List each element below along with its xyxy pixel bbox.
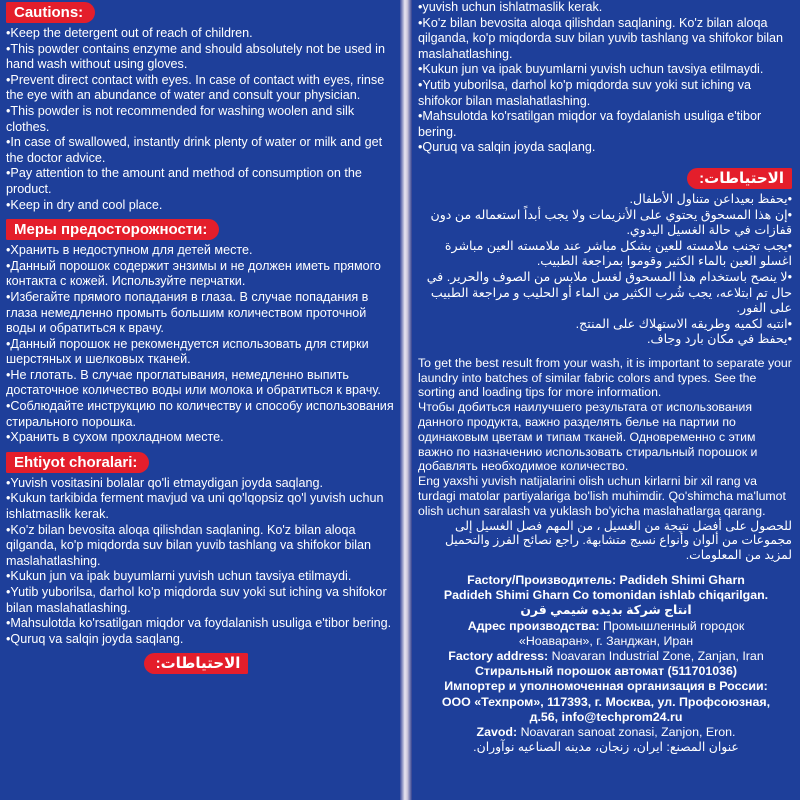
factory-line-1: Factory/Производитель: Padideh Shimi Gharn <box>467 573 745 588</box>
importer-address-1: ООО «Техпром», 117393, г. Москва, ул. Профсоюзная, <box>441 694 771 709</box>
list-fragment <box>418 0 794 16</box>
address-ru-row <box>420 619 792 634</box>
list-item: • Quruq va salqin joyda saqlang. <box>6 632 394 648</box>
usage-ru-text: Чтобы добиться наилучшего результата от использования данного продукта, важно разделять белье на партии по одинаковым цветам и типам тканей. Одновременно с этим важно по назначению использовать стиральный порошок и добавлять необходимое количество. <box>418 400 758 474</box>
cautions-ar-list <box>412 192 800 348</box>
list-item: • Данный порошок содержит энзимы и не должен иметь прямого контакта с кожей. Используйте перчатки. <box>6 259 394 290</box>
zavod-label: Zavod: <box>476 725 518 740</box>
importer-address-2: д.56, info@techprom24.ru <box>529 709 683 724</box>
list-item: • In case of swallowed, instantly drink plenty of water or milk and get the doctor advice. <box>6 135 394 166</box>
list-item: • Keep the detergent out of reach of children. <box>6 26 394 42</box>
factory-address-ar: عنوان المصنع: ایران، زنجان، مدینه الصناعیه نوآوران. <box>473 740 739 755</box>
list-item: • Prevent direct contact with eyes. In case of contact with eyes, rinse the eye with an abundance of water and consult your physician. <box>6 73 394 104</box>
cautions-en-list <box>0 26 400 213</box>
cautions-ar-heading: الاحتياطات: <box>687 168 792 189</box>
list-item: • Kukun jun va ipak buyumlarni yuvish uchun tavsiya etilmaydi. <box>6 569 394 585</box>
address-en-value: Noavaran Industrial Zone, Zanjan, Iran <box>551 649 764 664</box>
list-item: • لا ينصح باستخدام هذا المسحوق لغسل ملابس من الصوف والحرير. في حال تم ابتلاعه، يجب شُرب الكثير من الماء أو الحليب و مراجعة الطبيب على الفور. <box>418 270 792 317</box>
product-ru: Стиральный порошок автомат (511701036) <box>474 664 738 679</box>
factory-line-2: Padideh Shimi Gharn Co tomonidan ishlab chiqarilgan. <box>443 588 769 603</box>
list-item: • Yuvish vositasini bolalar qo'li etmaydigan joyda saqlang. <box>6 476 394 492</box>
usage-ar-text: للحصول على أفضل نتيجة من الغسيل ، من المهم فصل الغسيل إلى مجموعات من ألوان وأنواع نسيج متشابهة. راجع نصائح الفرز والتحميل لمزيد من المعلومات. <box>444 518 792 563</box>
zavod-value: Noavaran sanoat zonasi, Zanjon, Eron. <box>520 725 736 740</box>
cautions-en-section <box>0 0 400 213</box>
cautions-uz-continued-list <box>412 0 800 156</box>
cautions-ru-section <box>0 217 400 446</box>
list-item: • Yutib yuborilsa, darhol ko'p miqdorda suv yoki sut iching va shifokor bilan maslahatlashing. <box>418 78 794 109</box>
fragment-text: yuvish uchun ishlatmaslik kerak. <box>422 0 603 14</box>
list-item: • Ko'z bilan bevosita aloqa qilishdan saqlaning. Ko'z bilan aloqa qilganda, ko'p miqdorda suv bilan yuvib tashlang va shifokor bilan maslahatlashing. <box>418 16 794 63</box>
address-ru-value: Промышленный городок <box>602 618 745 633</box>
list-item: • Keep in dry and cool place. <box>6 198 394 214</box>
factory-info <box>412 573 800 755</box>
cautions-uz-section <box>0 450 400 648</box>
list-item: • Соблюдайте инструкцию по количеству и способу использования стирального порошка. <box>6 399 394 430</box>
cautions-ru-list <box>0 243 400 446</box>
zavod-row <box>420 725 792 740</box>
list-item: • This powder contains enzyme and should absolutely not be used in hand wash without using gloves. <box>6 42 394 73</box>
list-item: • يحفظ في مكان بارد وجاف. <box>418 332 792 348</box>
list-item: • Yutib yuborilsa, darhol ko'p miqdorda suv yoki sut iching va shifokor bilan maslahatlashing. <box>6 585 394 616</box>
list-item: • Mahsulotda ko'rsatilgan miqdor va foydalanish usuliga e'tibor bering. <box>6 616 394 632</box>
list-item: • انتبه لكميه وطريقه الاستهلاك على المنتج. <box>418 317 792 333</box>
usage-en-text: To get the best result from your wash, it is important to separate your laundry into batches of similar fabric colors and types. See the sorting and loading tips for more information. <box>418 355 792 400</box>
usage-uz-text: Eng yaxshi yuvish natijalarini olish uchun kirlarni bir xil rang va turdagi matolar partiyalariga bo'lish muhimdir. Qo'shimcha ma'lumot olish uchun saralash va yuklash bo'yicha maslahatlarga qarang. <box>418 474 786 518</box>
list-item: • Kukun tarkibida ferment mavjud va uni qo'lqopsiz qo'l yuvish uchun ishlatmaslik kerak. <box>6 491 394 522</box>
importer-ru: Импортер и уполномоченная организация в России: <box>444 679 768 694</box>
address-en-label: Factory address: <box>448 649 549 664</box>
list-item: • Данный порошок не рекомендуется использовать для стирки шерстяных и шелковых тканей. <box>6 337 394 368</box>
cautions-en-heading: Cautions: <box>6 2 95 23</box>
list-item: • يحفظ بعيداعن متناول الأطفال. <box>418 192 792 208</box>
list-item: • Mahsulotda ko'rsatilgan miqdor va foydalanish usuliga e'tibor bering. <box>418 109 794 140</box>
address-ru-line2: «Ноаваран», г. Занджан, Иран <box>518 633 694 648</box>
list-item: • إن هذا المسحوق يحتوي على الأنزيمات ولا يجب أبداً استعماله من دون قفازات في حالة الغسيل اليدوي. <box>418 208 792 239</box>
cautions-ru-heading: Меры предосторожности: <box>6 219 219 240</box>
panel-fold-divider <box>400 0 412 800</box>
list-item: • Pay attention to the amount and method of consumption on the product. <box>6 166 394 197</box>
list-item: • This powder is not recommended for washing woolen and silk clothes. <box>6 104 394 135</box>
right-panel <box>412 0 800 800</box>
address-en-row <box>420 649 792 664</box>
list-item: • Хранить в сухом прохладном месте. <box>6 430 394 446</box>
cautions-uz-heading: Ehtiyot choralari: <box>6 452 149 473</box>
list-item: • يجب تجنب ملامسته للعين بشكل مباشر عند ملامسته العين مباشرة اغسلو العين بالماء الكثير وقوموا بمراجعة الطبيب. <box>418 239 792 270</box>
factory-line-3: انتاج شركة بديده شيمي قرن <box>520 603 692 618</box>
list-item: • Хранить в недоступном для детей месте. <box>6 243 394 259</box>
cautions-ar-section <box>412 166 800 348</box>
cautions-uz-list <box>0 476 400 648</box>
list-item: • Ko'z bilan bevosita aloqa qilishdan saqlaning. Ko'z bilan aloqa qilganda, ko'p miqdorda suv bilan yuvib tashlang va shifokor bilan maslahatlashing. <box>6 523 394 570</box>
list-item: • Избегайте прямого попадания в глаза. В случае попадания в глаза немедленно промыть большим количеством проточной воды и обратиться к врачу. <box>6 290 394 337</box>
cautions-ar-heading-left: الاحتياطات: <box>144 653 249 674</box>
list-item: • Kukun jun va ipak buyumlarni yuvish uchun tavsiya etilmaydi. <box>418 62 794 78</box>
list-item: • Не глотать. В случае проглатывания, немедленно выпить достаточное количество воды или молока и обратиться к врачу. <box>6 368 394 399</box>
address-ru-label: Адрес производства: <box>467 618 600 633</box>
list-item: • Quruq va salqin joyda saqlang. <box>418 140 794 156</box>
